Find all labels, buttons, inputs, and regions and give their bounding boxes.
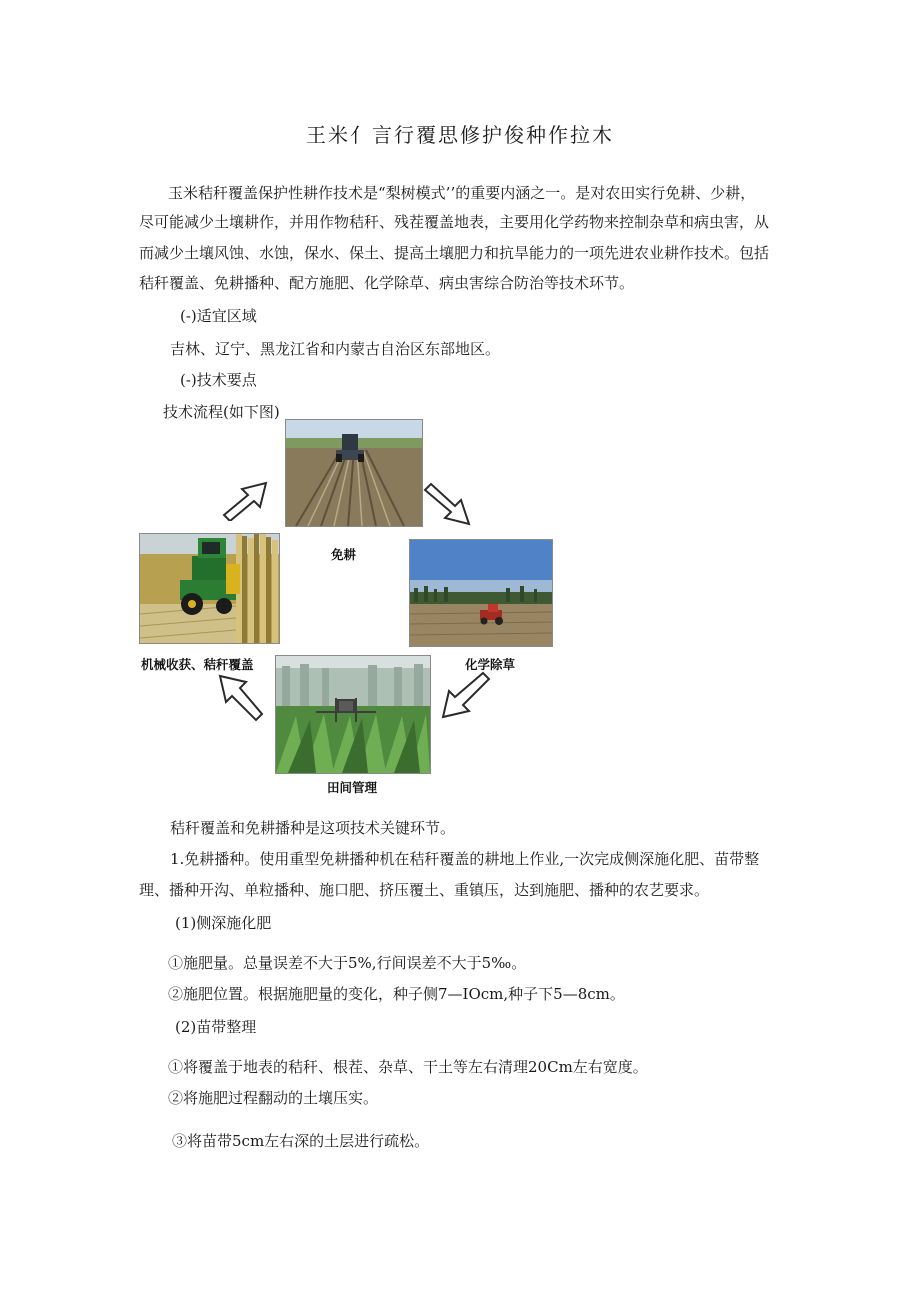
intro-line-2: 尽可能减少土壤耕作，并用作物秸秆、残茬覆盖地表，主要用化学药物来控制杂草和病虫害，从 xyxy=(139,213,770,231)
intro-line-4: 秸秆覆盖、免耕播种、配方施肥、化学除草、病虫害综合防治等技术环节。 xyxy=(139,274,635,292)
item1-line-2: 理、播种开沟、单粒播种、施口肥、挤压覆土、重镇压，达到施肥、播种的农艺要求。 xyxy=(139,881,710,899)
intro-line-3: 而减少土壤风蚀、水蚀，保水、保土、提高土壤肥力和抗旱能力的一项先进农业耕作技术。包括 xyxy=(139,244,770,262)
seedbed-clear: ①将覆盖于地表的秸秆、根茬、杂草、干土等左右清理20Cm左右宽度。 xyxy=(168,1058,648,1076)
harvest-photo xyxy=(139,533,280,644)
subheading-seedbed: (2)苗带整理 xyxy=(175,1018,257,1036)
intro-line-1: 玉米秸秆覆盖保护性耕作技术是“梨树模式’’的重要内涵之一。是对农田实行免耕、少耕， xyxy=(168,184,756,202)
flow-label: 技术流程(如下图) xyxy=(163,403,280,421)
arrow-up-right-icon xyxy=(218,477,272,521)
page-title: 王米亻言行覆思修护俊种作拉木 xyxy=(306,123,614,147)
caption-field-management: 田间管理 xyxy=(327,780,378,795)
fertilizer-amount: ①施肥量。总量误差不大于5%,行间误差不大于5‰。 xyxy=(168,954,527,972)
caption-no-till: 免耕 xyxy=(331,547,357,562)
section-heading-tech: (-)技术要点 xyxy=(180,371,257,389)
key-text: 秸秆覆盖和免耕播种是这项技术关键环节。 xyxy=(170,819,456,837)
seedbed-compact: ②将施肥过程翻动的土壤压实。 xyxy=(168,1089,379,1107)
fertilizer-position: ②施肥位置。根据施肥量的变化，种子侧7—IOcm,种子下5—8cm。 xyxy=(168,985,625,1003)
arrow-up-left-icon xyxy=(214,672,268,724)
subheading-fertilizer: (1)侧深施化肥 xyxy=(175,914,272,932)
item1-line-1: 1.免耕播种。使用重型免耕播种机在秸秆覆盖的耕地上作业,一次完成侧深施化肥、苗带整 xyxy=(170,850,760,868)
arrow-down-left-icon xyxy=(437,669,491,723)
caption-harvest: 机械收获、秸秆覆盖 xyxy=(141,657,254,672)
section-heading-region: (-)适宜区域 xyxy=(180,307,257,325)
no-till-photo xyxy=(285,419,423,527)
field-management-photo xyxy=(275,655,431,774)
region-text: 吉林、辽宁、黑龙江省和内蒙古自治区东部地区。 xyxy=(170,340,501,358)
seedbed-loosen: ③将苗带5cm左右深的土层进行疏松。 xyxy=(172,1132,430,1150)
weeding-photo xyxy=(409,539,553,647)
arrow-down-right-icon xyxy=(421,482,475,530)
caption-weeding: 化学除草 xyxy=(465,657,516,672)
